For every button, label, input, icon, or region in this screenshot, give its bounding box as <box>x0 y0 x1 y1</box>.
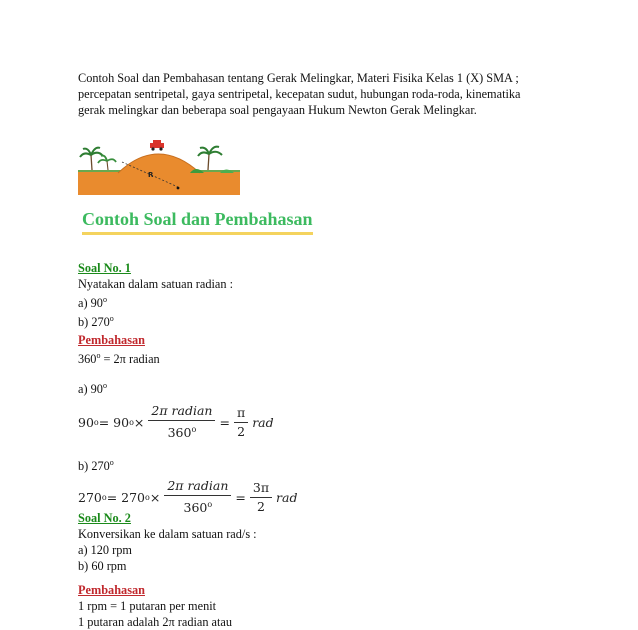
radius-label: R <box>148 171 154 179</box>
conversion-fraction: $\frac{\text{2π radian}}{360^o}$ <box>164 479 231 515</box>
pembahasan-1-part-b: b) 270$^o$ <box>78 458 114 474</box>
soal-2-title: Soal No. 2 <box>78 511 131 525</box>
pembahasan-1-part-a: a) 90$^o$ <box>78 381 107 397</box>
pembahasan-1 <box>78 332 558 367</box>
circular-motion-illustration <box>78 137 240 195</box>
soal-1 <box>78 260 558 330</box>
soal-2-question: Konversikan ke dalam satuan rad/s : <box>78 527 257 541</box>
intro-paragraph <box>78 70 568 118</box>
pembahasan-1-line: $360^o = 2\pi$ radian <box>78 351 160 367</box>
pembahasan-2 <box>78 582 558 630</box>
soal-2-item-b: b) 60 rpm <box>78 559 127 573</box>
pembahasan-2-line: 1 rpm = 1 putaran per menit <box>78 599 217 613</box>
intro-line: gerak melingkar dan beberapa soal pengayaan Hukum Newton Gerak Melingkar. <box>78 103 477 117</box>
result-fraction: $\frac{\pi}{2}$ <box>234 406 248 439</box>
soal-1-item-b: b) 270$^o$ <box>78 314 114 330</box>
ground <box>78 171 240 195</box>
soal-1-question: Nyatakan dalam satuan radian : <box>78 277 234 291</box>
pembahasan-2-line: 1 putaran adalah 2π radian atau <box>78 615 233 629</box>
intro-line: Contoh Soal dan Pembahasan tentang Gerak Melingkar, Materi Fisika Kelas 1 (X) SMA ; <box>78 71 519 85</box>
conversion-fraction: $\frac{\text{2π radian}}{360^o}$ <box>148 404 215 440</box>
equation-90-deg: 90 o = 90 o × $\frac{\text{2π radian}}{360^o}$ = $\frac{\pi}{2}$ rad <box>78 403 274 441</box>
soal-1-title: Soal No. 1 <box>78 261 131 275</box>
intro-line: percepatan sentripetal, gaya sentripetal, kecepatan sudut, hubungan roda-roda, kinematika <box>78 87 521 101</box>
soal-2-item-a: a) 120 rpm <box>78 543 132 557</box>
pembahasan-2-title: Pembahasan <box>78 583 145 597</box>
equation-270-deg: 270 o = 270 o × $\frac{\text{2π radian}}{360^o}$ = $\frac{3\pi}{2}$ rad <box>78 478 298 516</box>
palm-tree <box>91 155 92 170</box>
section-heading: Contoh Soal dan Pembahasan <box>82 207 313 235</box>
palm-tree <box>208 154 209 170</box>
pembahasan-1-title: Pembahasan <box>78 333 145 347</box>
result-fraction: $\frac{3\pi}{2}$ <box>250 481 272 514</box>
soal-2 <box>78 510 558 574</box>
soal-1-item-a: a) 90$^o$ <box>78 295 107 311</box>
